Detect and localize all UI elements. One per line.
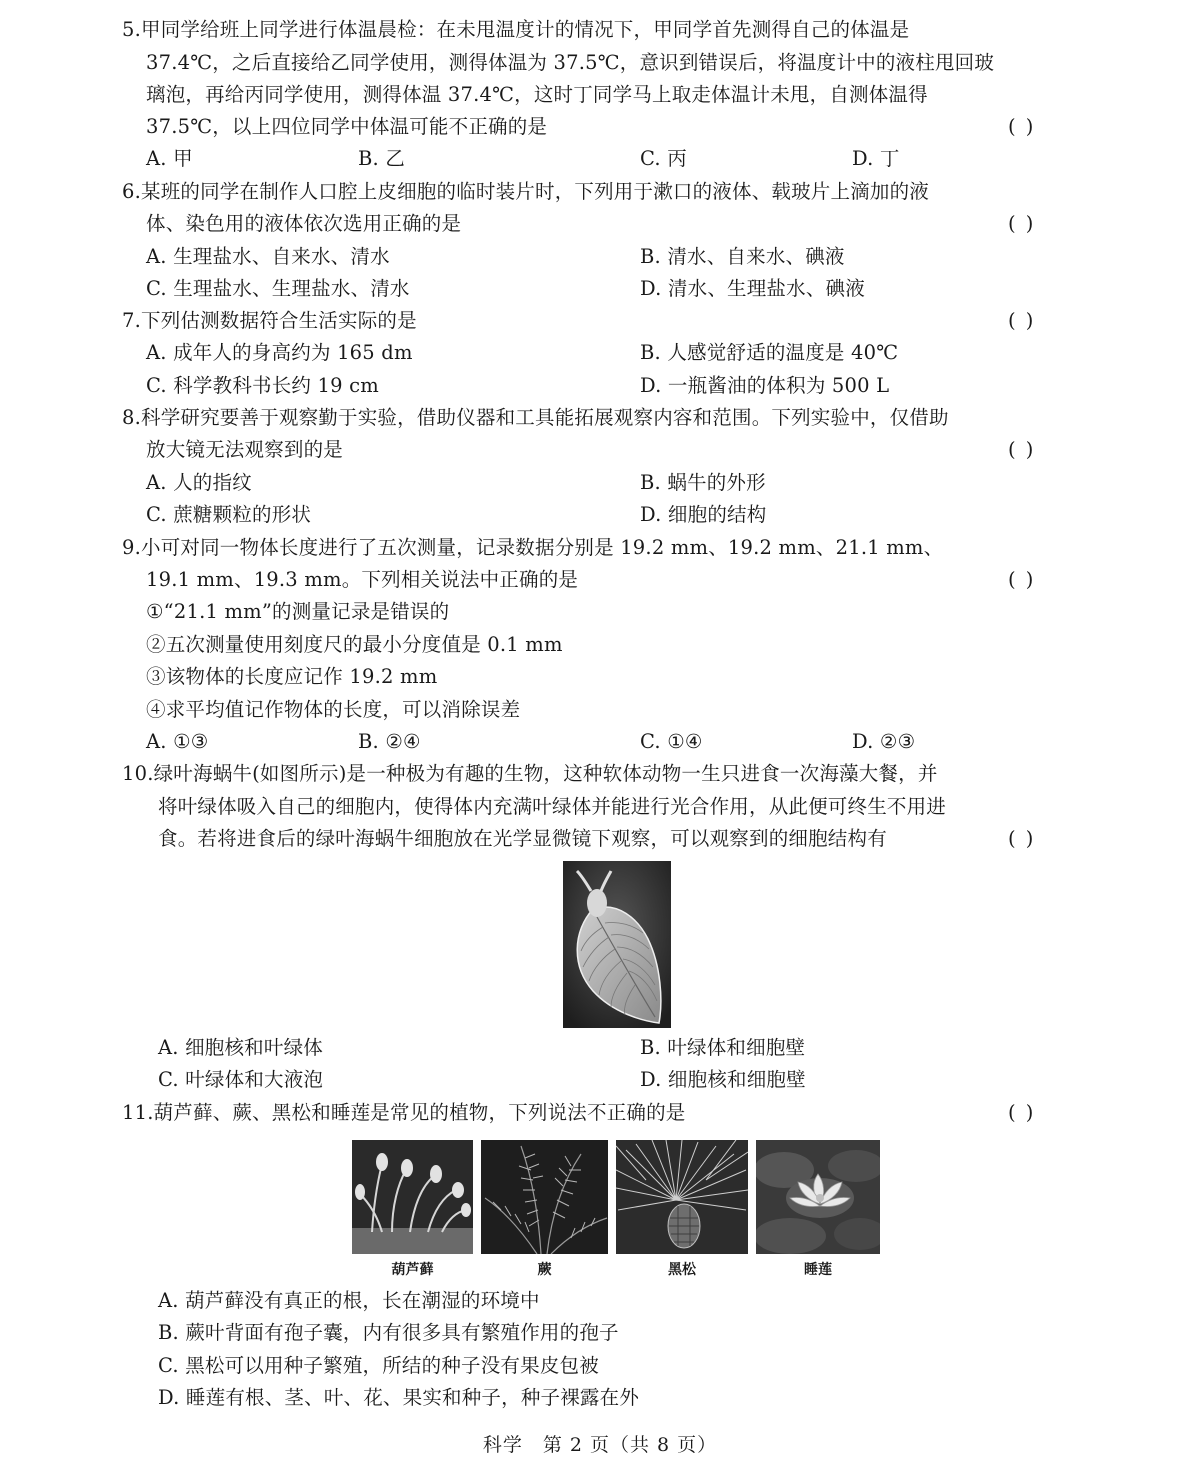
- option-a: A. 生理盐水、自来水、清水: [146, 245, 390, 268]
- option-b: B. 人感觉舒适的温度是 40℃: [640, 341, 899, 364]
- caption-pine: 黑松: [668, 1262, 696, 1278]
- option-c: C. 叶绿体和大液泡: [158, 1068, 324, 1091]
- question-8-text-line-2: 放大镜无法观察到的是: [146, 438, 344, 461]
- option-a: A. 人的指纹: [146, 471, 252, 494]
- question-5-text-line-1: 5.甲同学给班上同学进行体温晨检：在未甩温度计的情况下，甲同学首先测得自己的体温是: [122, 18, 910, 41]
- option-c: C. 丙: [640, 147, 687, 170]
- answer-parentheses: ( ): [1008, 438, 1036, 461]
- pine-illustration: [616, 1140, 748, 1254]
- option-a: A. 成年人的身高约为 165 dm: [146, 341, 413, 364]
- option-c: C. ①④: [640, 730, 703, 753]
- question-10-text-line-1: 10.绿叶海蜗牛(如图所示)是一种极为有趣的生物，这种软体动物一生只进食一次海藻大餐，并: [122, 762, 938, 785]
- sea-slug-illustration: [563, 861, 671, 1028]
- fern-illustration: [481, 1140, 608, 1254]
- answer-parentheses: ( ): [1008, 1101, 1036, 1124]
- option-a: A. 甲: [146, 147, 193, 170]
- option-b: B. 清水、自来水、碘液: [640, 245, 845, 268]
- question-11-text-line-1: 11.葫芦藓、蕨、黑松和睡莲是常见的植物，下列说法不正确的是: [122, 1101, 686, 1124]
- option-c: C. 生理盐水、生理盐水、清水: [146, 277, 410, 300]
- answer-parentheses: ( ): [1008, 568, 1036, 591]
- option-d: D. ②③: [852, 730, 916, 753]
- question-9-text-line-2: 19.1 mm、19.3 mm。下列相关说法中正确的是: [146, 568, 579, 591]
- caption-water-lily: 睡莲: [804, 1262, 832, 1278]
- question-7-text-line-1: 7.下列估测数据符合生活实际的是: [122, 309, 417, 332]
- option-d: D. 清水、生理盐水、碘液: [640, 277, 865, 300]
- option-b: B. ②④: [358, 730, 421, 753]
- question-9-text-line-1: 9.小可对同一物体长度进行了五次测量，记录数据分别是 19.2 mm、19.2 mm、21.1 mm、: [122, 536, 944, 559]
- option-d: D. 细胞的结构: [640, 503, 767, 526]
- statement-3: ③该物体的长度应记作 19.2 mm: [146, 665, 438, 688]
- option-b: B. 蕨叶背面有孢子囊，内有很多具有繁殖作用的孢子: [158, 1321, 619, 1344]
- option-d: D. 一瓶酱油的体积为 500 L: [640, 374, 890, 397]
- question-10-text-line-2: 将叶绿体吸入自己的细胞内，使得体内充满叶绿体并能进行光合作用，从此便可终生不用进: [158, 795, 947, 818]
- moss-photo: [352, 1140, 473, 1254]
- statement-2: ②五次测量使用刻度尺的最小分度值是 0.1 mm: [146, 633, 563, 656]
- option-d: D. 睡莲有根、茎、叶、花、果实和种子，种子裸露在外: [158, 1386, 640, 1409]
- statement-1: ①“21.1 mm”的测量记录是错误的: [146, 600, 450, 623]
- option-b: B. 叶绿体和细胞壁: [640, 1036, 806, 1059]
- option-d: D. 丁: [852, 147, 900, 170]
- water-lily-photo: [756, 1140, 880, 1254]
- question-8-text-line-1: 8.科学研究要善于观察勤于实验，借助仪器和工具能拓展观察内容和范围。下列实验中，仅借助: [122, 406, 949, 429]
- page-footer: 科学 第 2 页（共 8 页）: [482, 1434, 718, 1456]
- option-d: D. 细胞核和细胞壁: [640, 1068, 806, 1091]
- option-a: A. ①③: [146, 730, 209, 753]
- option-b: B. 蜗牛的外形: [640, 471, 766, 494]
- pine-photo: [616, 1140, 748, 1254]
- option-c: C. 黑松可以用种子繁殖，所结的种子没有果皮包被: [158, 1354, 599, 1377]
- option-c: C. 蔗糖颗粒的形状: [146, 503, 312, 526]
- option-b: B. 乙: [358, 147, 406, 170]
- question-6-text-line-2: 体、染色用的液体依次选用正确的是: [146, 212, 462, 235]
- option-a: A. 细胞核和叶绿体: [158, 1036, 323, 1059]
- question-5-text-line-3: 璃泡，再给丙同学使用，测得体温 37.4℃，这时丁同学马上取走体温计未甩，自测体温得: [146, 83, 928, 106]
- caption-moss: 葫芦藓: [391, 1262, 434, 1278]
- statement-4: ④求平均值记作物体的长度，可以消除误差: [146, 698, 521, 721]
- question-10-text-line-3: 食。若将进食后的绿叶海蜗牛细胞放在光学显微镜下观察，可以观察到的细胞结构有: [158, 827, 887, 850]
- caption-fern: 蕨: [537, 1262, 552, 1278]
- answer-parentheses: ( ): [1008, 115, 1036, 138]
- question-5-text-line-2: 37.4℃，之后直接给乙同学使用，测得体温为 37.5℃，意识到错误后，将温度计中的液柱甩回玻: [146, 51, 995, 74]
- water-lily-illustration: [756, 1140, 880, 1254]
- option-c: C. 科学教科书长约 19 cm: [146, 374, 379, 397]
- question-5-text-line-4: 37.5℃，以上四位同学中体温可能不正确的是: [146, 115, 548, 138]
- fern-photo: [481, 1140, 608, 1254]
- answer-parentheses: ( ): [1008, 827, 1036, 850]
- question-6-text-line-1: 6.某班的同学在制作人口腔上皮细胞的临时装片时，下列用于漱口的液体、载玻片上滴加的液: [122, 180, 930, 203]
- option-a: A. 葫芦藓没有真正的根，长在潮湿的环境中: [158, 1289, 540, 1312]
- answer-parentheses: ( ): [1008, 212, 1036, 235]
- answer-parentheses: ( ): [1008, 309, 1036, 332]
- moss-illustration: [352, 1140, 473, 1254]
- sea-slug-photo: [563, 861, 671, 1028]
